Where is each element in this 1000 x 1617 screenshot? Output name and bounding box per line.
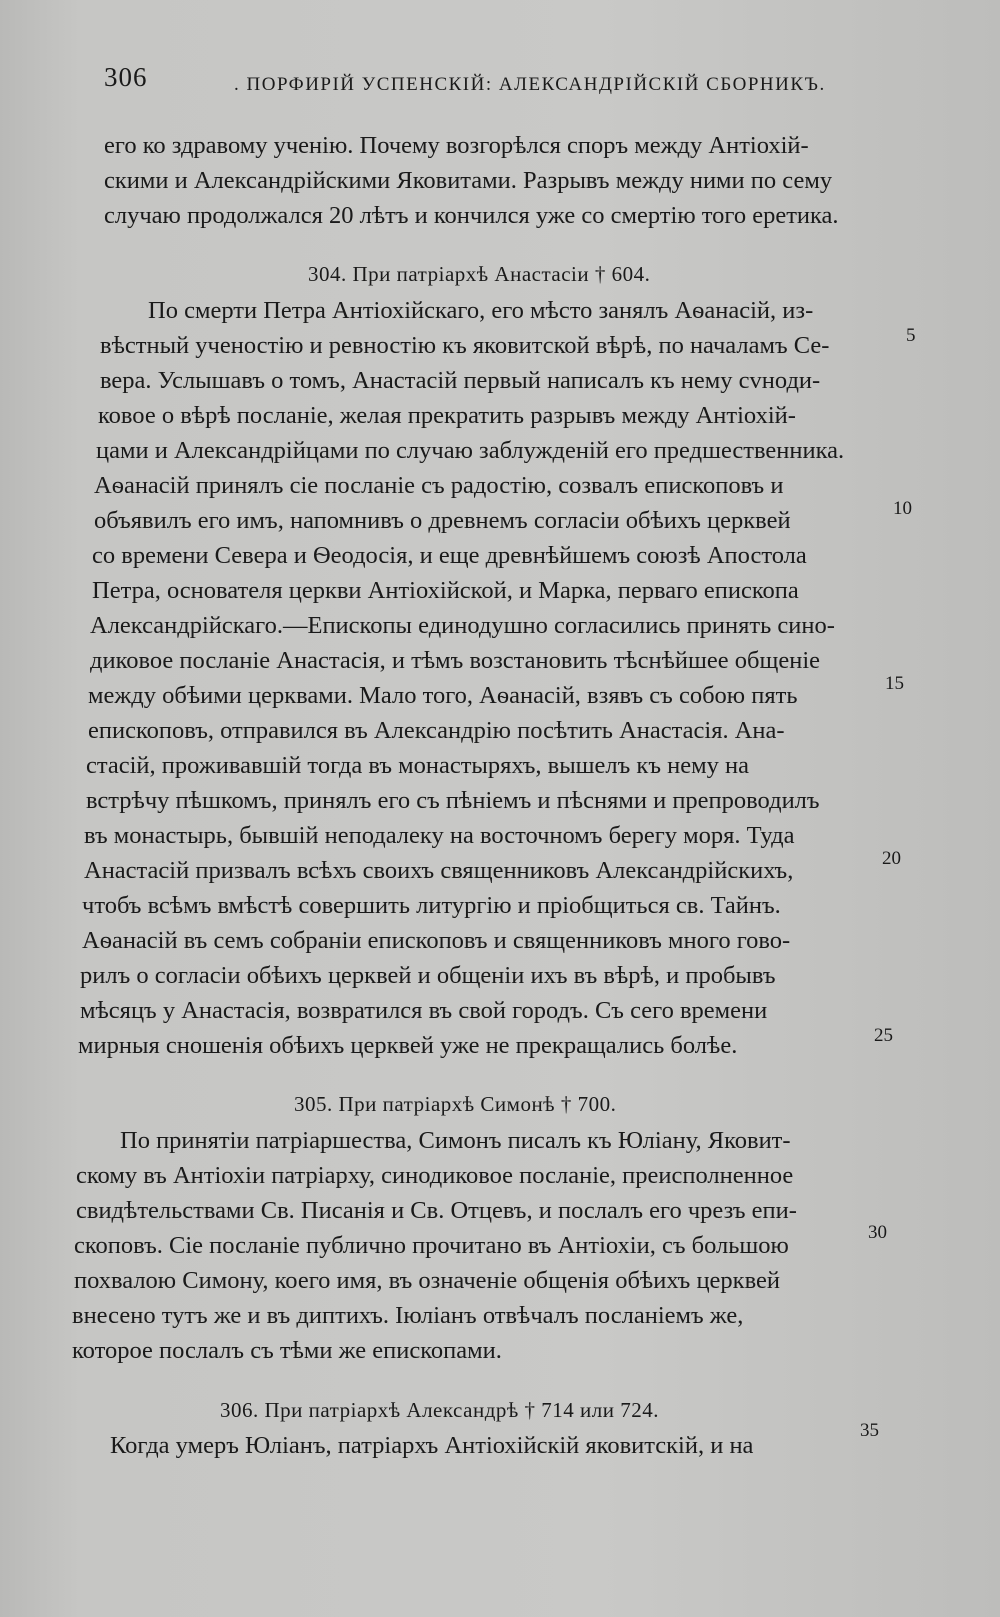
- text-line: мѣсяцъ у Анастасія, возвратился въ свой городъ. Съ сего времени: [80, 997, 768, 1024]
- line-number: 25: [874, 1025, 893, 1046]
- text-line: Аѳанасій въ семъ собраніи епископовъ и священниковъ много гово-: [82, 927, 791, 954]
- line-number: 10: [893, 498, 912, 519]
- line-number: 30: [868, 1222, 887, 1243]
- text-line: Когда умеръ Юліанъ, патріархъ Антіохійскій яковитскій, и на: [110, 1432, 754, 1459]
- text-line: скому въ Антіохіи патріарху, синодиковое посланіе, преисполненное: [76, 1162, 794, 1189]
- text-line: встрѣчу пѣшкомъ, принялъ его съ пѣніемъ и пѣснями и препроводилъ: [86, 787, 820, 814]
- line-number: 20: [882, 848, 901, 869]
- text-line: скоповъ. Сіе посланіе публично прочитано въ Антіохіи, съ большою: [74, 1232, 789, 1259]
- section-heading-306: 306. При патріархѣ Александрѣ † 714 или 724.: [220, 1398, 659, 1422]
- text-line: Петра, основателя церкви Антіохійской, и Марка, перваго епископа: [92, 577, 799, 604]
- text-line: вера. Услышавъ о томъ, Анастасій первый написалъ къ нему сvноди-: [100, 367, 821, 394]
- text-line: между обѣими церквами. Мало того, Аѳанасій, взявъ съ собою пять: [88, 682, 798, 709]
- text-line: диковое посланіе Анастасія, и тѣмъ возстановить тѣснѣйшее общеніе: [90, 647, 820, 674]
- line-number: 35: [860, 1420, 879, 1441]
- text-line: скими и Александрійскими Яковитами. Разрывъ между ними по сему: [104, 167, 833, 194]
- text-line: со времени Севера и Ѳеодосія, и еще древнѣйшемъ союзѣ Апостола: [92, 542, 807, 569]
- text-line: его ко здравому ученію. Почему возгорѣлся споръ между Антіохій-: [104, 132, 809, 159]
- text-line: цами и Александрійцами по случаю заблужденій его предшественника.: [96, 437, 845, 464]
- line-number: 5: [906, 325, 916, 346]
- text-line: внесено тутъ же и въ диптихъ. Іюліанъ отвѣчалъ посланіемъ же,: [72, 1302, 744, 1329]
- text-line: вѣстный ученостію и ревностію къ яковитской вѣрѣ, по началамъ Се-: [100, 332, 830, 359]
- text-line: случаю продолжался 20 лѣтъ и кончился уже со смертію того еретика.: [104, 202, 839, 229]
- text-line: стасій, проживавшій тогда въ монастыряхъ, вышелъ къ нему на: [86, 752, 749, 779]
- text-line: похвалою Симону, коего имя, въ означеніе общенія обѣихъ церквей: [74, 1267, 780, 1294]
- text-line: Анастасій призвалъ всѣхъ своихъ священниковъ Александрійскихъ,: [84, 857, 794, 884]
- text-line: которое послалъ съ тѣми же епископами.: [72, 1337, 502, 1364]
- text-line: объявилъ его имъ, напомнивъ о древнемъ согласіи обѣихъ церквей: [94, 507, 791, 534]
- text-line: чтобъ всѣмъ вмѣстѣ совершить литургію и пріобщиться св. Тайнъ.: [82, 892, 781, 919]
- text-line: По смерти Петра Антіохійскаго, его мѣсто занялъ Аѳанасій, из-: [148, 297, 814, 324]
- line-number: 15: [885, 673, 904, 694]
- running-title: . ПОРФИРІЙ УСПЕНСКІЙ: АЛЕКСАНДРІЙСКІЙ СБОРНИКЪ.: [234, 74, 826, 95]
- text-line: свидѣтельствами Св. Писанія и Св. Отцевъ, и послалъ его чрезъ епи-: [76, 1197, 797, 1224]
- text-line: мирныя сношенія обѣихъ церквей уже не прекращались болѣе.: [78, 1032, 738, 1059]
- page-number: 306: [104, 62, 148, 92]
- text-line: рилъ о согласіи обѣихъ церквей и общеніи ихъ въ вѣрѣ, и пробывъ: [80, 962, 776, 989]
- text-line: ковое о вѣрѣ посланіе, желая прекратить разрывъ между Антіохій-: [98, 402, 796, 429]
- text-line: Аѳанасій принялъ сіе посланіе съ радостію, созвалъ епископовъ и: [94, 472, 784, 499]
- text-line: епископовъ, отправился въ Александрію посѣтить Анастасія. Ана-: [88, 717, 785, 744]
- text-line: Александрійскаго.—Епископы единодушно согласились принять сино-: [90, 612, 835, 639]
- section-heading-304: 304. При патріархѣ Анастасіи † 604.: [308, 262, 651, 286]
- text-line: По принятіи патріаршества, Симонъ писалъ къ Юліану, Яковит-: [120, 1127, 791, 1154]
- text-line: въ монастырь, бывшій неподалеку на восточномъ берегу моря. Туда: [84, 822, 795, 849]
- section-heading-305: 305. При патріархѣ Симонѣ † 700.: [294, 1092, 617, 1116]
